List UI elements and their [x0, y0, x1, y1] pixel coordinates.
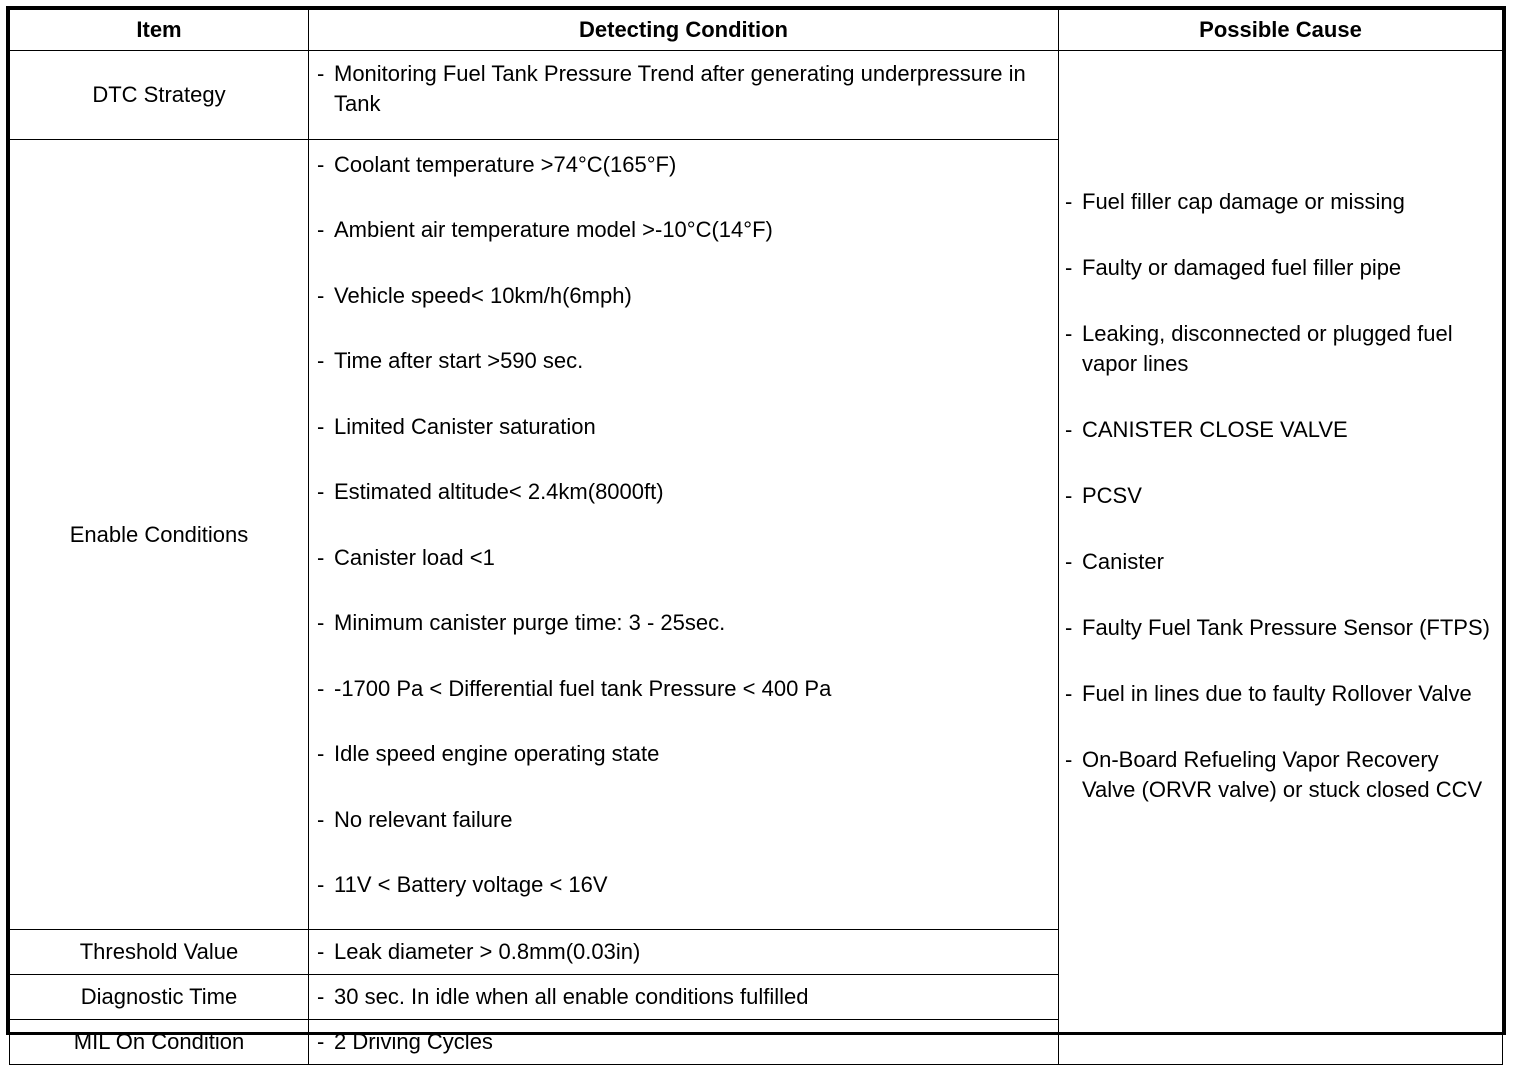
condition-text: Ambient air temperature model >-10°C(14°F): [334, 217, 773, 243]
condition-item: [317, 1027, 1050, 1057]
possible-cause-list: [1065, 51, 1496, 805]
condition-text: -1700 Pa < Differential fuel tank Pressure < 400 Pa: [334, 675, 832, 701]
condition-text: Limited Canister saturation: [334, 413, 596, 439]
condition-item: [317, 281, 1050, 311]
condition-text: Canister load <1: [334, 544, 495, 570]
cause-text: Canister: [1082, 549, 1164, 574]
condition-item: [317, 59, 1050, 119]
conditions-threshold: [309, 930, 1059, 975]
condition-text: Leak diameter > 0.8mm(0.03in): [334, 939, 641, 964]
condition-text: 30 sec. In idle when all enable conditions fulfilled: [334, 984, 809, 1009]
cause-text: Fuel in lines due to faulty Rollover Valve: [1082, 681, 1472, 706]
condition-text: Time after start >590 sec.: [334, 348, 584, 374]
cause-item: [1065, 319, 1496, 379]
condition-item: [317, 608, 1050, 638]
condition-item: [317, 215, 1050, 245]
bullet-dash: -: [1065, 321, 1073, 346]
bullet-dash: -: [317, 984, 325, 1009]
bullet-dash: -: [317, 1029, 325, 1054]
enable-condition-list: [317, 146, 1050, 900]
bullet-dash: -: [317, 871, 325, 897]
header-possible-cause: Possible Cause: [1059, 10, 1503, 51]
diagnostic-table-frame: [6, 6, 1506, 1054]
bullet-dash: -: [1065, 483, 1073, 508]
cause-text: Fuel filler cap damage or missing: [1082, 189, 1405, 214]
condition-item: [317, 412, 1050, 442]
cause-text: CANISTER CLOSE VALVE: [1082, 417, 1348, 442]
condition-text: No relevant failure: [334, 806, 513, 832]
bullet-dash: -: [1065, 615, 1073, 640]
condition-item: [317, 982, 1050, 1012]
bullet-dash: -: [317, 939, 325, 964]
conditions-enable: [309, 140, 1059, 930]
conditions-mil-on: [309, 1020, 1059, 1065]
cause-text: On-Board Refueling Vapor Recovery Valve (ORVR valve) or stuck closed CCV: [1082, 747, 1483, 802]
condition-text: Coolant temperature >74°C(165°F): [334, 152, 677, 177]
condition-text: 2 Driving Cycles: [334, 1029, 493, 1054]
condition-item: [317, 805, 1050, 835]
header-item: Item: [10, 10, 309, 51]
row-dtc-strategy: [10, 51, 1503, 140]
condition-item: [317, 477, 1050, 507]
bullet-dash: -: [1065, 549, 1073, 574]
item-mil-on-condition: MIL On Condition: [10, 1020, 309, 1065]
cause-item: [1065, 481, 1496, 511]
bullet-dash: -: [317, 544, 325, 570]
cause-item: [1065, 253, 1496, 283]
bullet-dash: -: [1065, 255, 1073, 280]
cause-item: [1065, 547, 1496, 577]
header-detecting-condition: Detecting Condition: [309, 10, 1059, 51]
bullet-dash: -: [317, 610, 325, 636]
bullet-dash: -: [317, 413, 325, 439]
cause-item: [1065, 613, 1496, 643]
condition-item: [317, 739, 1050, 769]
conditions-diagnostic-time: [309, 975, 1059, 1020]
condition-item: [317, 937, 1050, 967]
bullet-dash: -: [317, 479, 325, 505]
bullet-dash: -: [317, 806, 325, 832]
condition-item: [317, 870, 1050, 900]
item-threshold-value: Threshold Value: [10, 930, 309, 975]
cause-text: Faulty Fuel Tank Pressure Sensor (FTPS): [1082, 615, 1490, 640]
bullet-dash: -: [317, 282, 325, 308]
condition-item: [317, 346, 1050, 376]
bullet-dash: -: [317, 61, 325, 86]
condition-text: Estimated altitude< 2.4km(8000ft): [334, 479, 664, 505]
condition-item: [317, 674, 1050, 704]
bullet-dash: -: [1065, 189, 1073, 214]
bullet-dash: -: [317, 217, 325, 243]
item-dtc-strategy: DTC Strategy: [10, 51, 309, 140]
bullet-dash: -: [1065, 417, 1073, 442]
header-row: [10, 10, 1503, 51]
bullet-dash: -: [317, 152, 325, 177]
cause-text: Faulty or damaged fuel filler pipe: [1082, 255, 1402, 280]
bullet-dash: -: [317, 741, 325, 767]
possible-causes-cell: [1059, 51, 1503, 1065]
condition-item: [317, 543, 1050, 573]
cause-item: [1065, 415, 1496, 445]
cause-text: PCSV: [1082, 483, 1142, 508]
condition-text: Idle speed engine operating state: [334, 741, 660, 767]
bullet-dash: -: [317, 675, 325, 701]
cause-item: [1065, 679, 1496, 709]
condition-item: [317, 150, 1050, 180]
cause-item: [1065, 745, 1496, 805]
bullet-dash: -: [317, 348, 325, 374]
item-diagnostic-time: Diagnostic Time: [10, 975, 309, 1020]
condition-text: Monitoring Fuel Tank Pressure Trend after generating underpressure in Tank: [334, 61, 1026, 116]
cause-text: Leaking, disconnected or plugged fuel vapor lines: [1082, 321, 1453, 376]
bullet-dash: -: [1065, 681, 1073, 706]
conditions-dtc-strategy: [309, 51, 1059, 140]
cause-item: [1065, 187, 1496, 217]
condition-text: 11V < Battery voltage < 16V: [334, 871, 608, 897]
condition-text: Minimum canister purge time: 3 - 25sec.: [334, 610, 726, 636]
diagnostic-table: [9, 9, 1503, 1065]
bullet-dash: -: [1065, 747, 1073, 772]
condition-text: Vehicle speed< 10km/h(6mph): [334, 282, 632, 308]
item-enable-conditions: Enable Conditions: [10, 140, 309, 930]
